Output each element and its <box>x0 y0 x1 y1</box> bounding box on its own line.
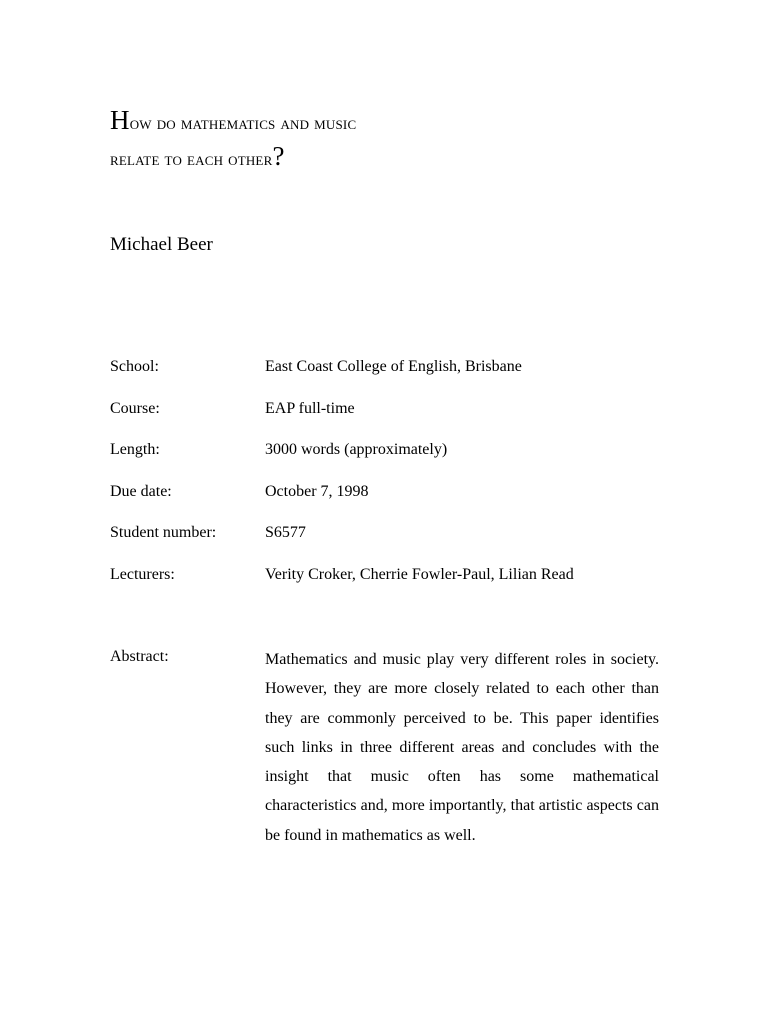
detail-value: 3000 words (approximately) <box>265 441 448 458</box>
title-line-1-text: ow do mathematics and music <box>129 113 357 134</box>
author-name: Michael Beer <box>110 234 213 255</box>
detail-label: Lecturers: <box>110 565 175 583</box>
title-line-2 <box>110 140 670 176</box>
detail-row-lecturers <box>110 563 670 605</box>
title-initial: H <box>110 105 130 135</box>
detail-value: East Coast College of English, Brisbane <box>265 358 522 375</box>
detail-value: Verity Croker, Cherrie Fowler-Paul, Lilian Read <box>265 565 574 583</box>
detail-value: EAP full-time <box>265 399 355 417</box>
title-line-1 <box>110 104 670 140</box>
detail-label: Course: <box>110 399 160 417</box>
abstract-text: Mathematics and music play very different roles in society. However, they are more closely related to each other than they are commonly perceived to be. This paper identifies such links in three different areas and concludes with the insight that music often has some mathematical characteristics and, more importantly, that artistic aspects can be found in mathematics as well. <box>265 651 659 844</box>
abstract-label: Abstract: <box>110 648 169 665</box>
detail-row-school <box>110 355 670 397</box>
detail-row-student-number <box>110 521 670 563</box>
title-line-2-text: relate to each other <box>110 149 273 170</box>
detail-row-due-date <box>110 480 670 522</box>
detail-label: Length: <box>110 441 160 458</box>
detail-label: School: <box>110 358 159 375</box>
detail-row-course <box>110 397 670 439</box>
document-title <box>110 104 670 176</box>
detail-label: Student number: <box>110 524 217 541</box>
detail-value: October 7, 1998 <box>265 482 369 500</box>
title-question-mark: ? <box>272 141 285 171</box>
detail-value: S6577 <box>265 524 306 541</box>
detail-row-length <box>110 438 670 480</box>
submission-details <box>110 355 670 604</box>
detail-label: Due date: <box>110 482 172 500</box>
